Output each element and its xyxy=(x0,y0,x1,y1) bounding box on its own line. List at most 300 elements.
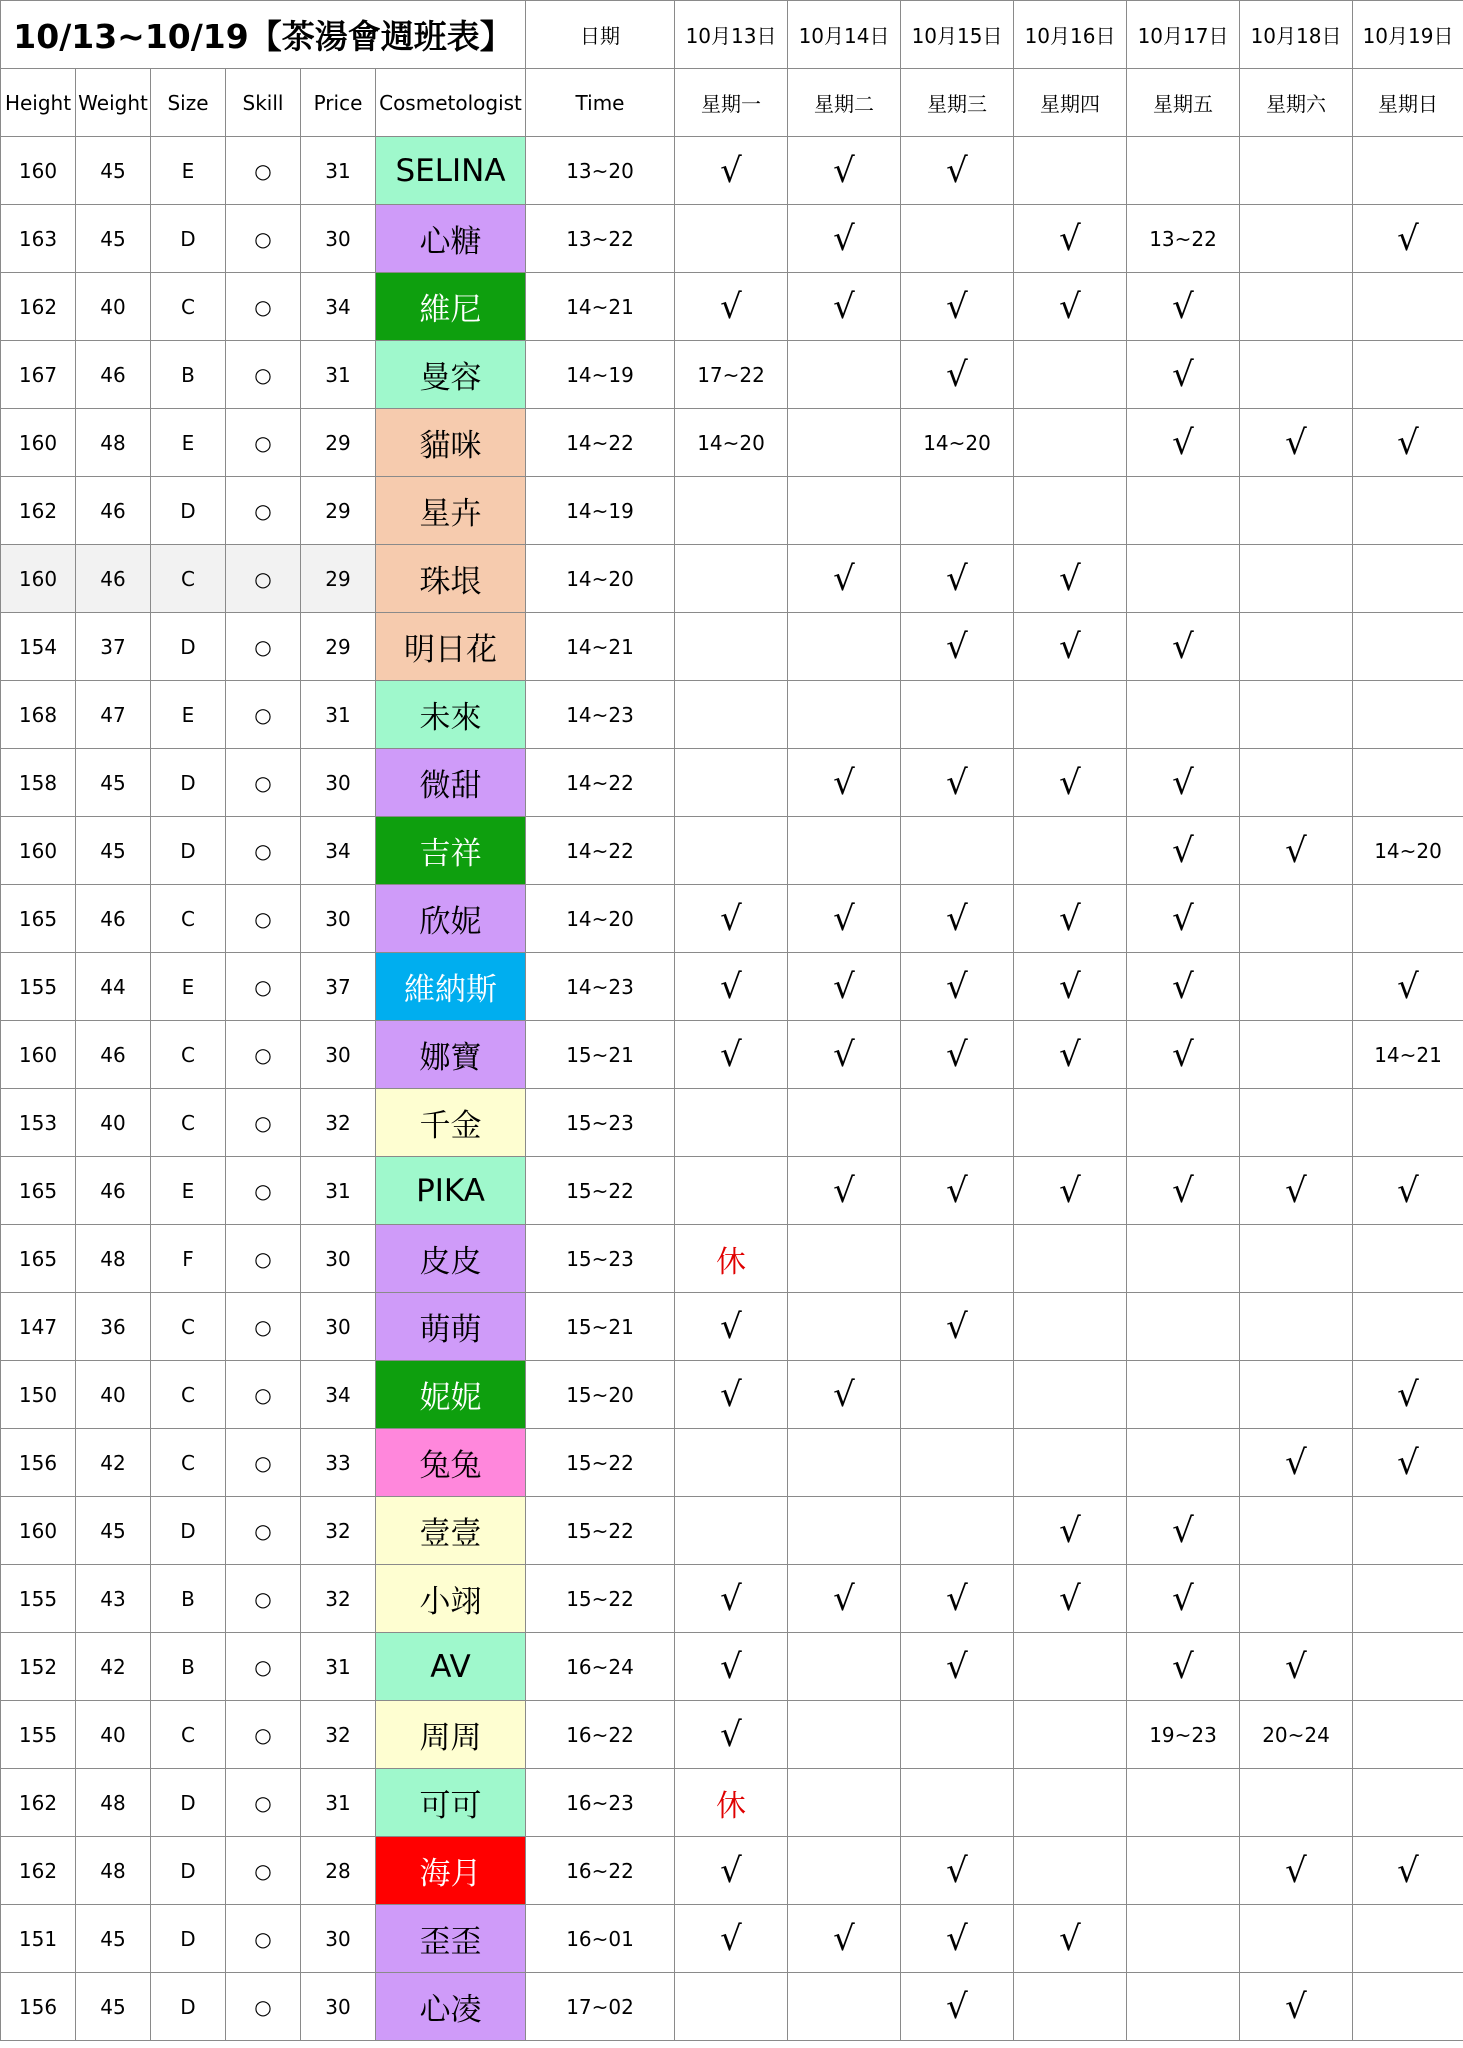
cosmetologist-name: 兔兔 xyxy=(376,1429,526,1497)
size-cell: E xyxy=(151,681,226,749)
day-cell xyxy=(1240,681,1353,749)
skill-cell: ○ xyxy=(226,749,301,817)
day-cell xyxy=(1127,477,1240,545)
day-hours: 14~20 xyxy=(675,409,788,477)
day-cell xyxy=(1014,1633,1127,1701)
day-cell xyxy=(675,545,788,613)
day-cell xyxy=(1014,341,1127,409)
day-check: √ xyxy=(1014,1021,1127,1089)
weight-cell: 36 xyxy=(76,1293,151,1361)
price-cell: 32 xyxy=(301,1565,376,1633)
day-cell xyxy=(1127,1361,1240,1429)
column-header-weight: Weight xyxy=(76,69,151,137)
day-cell xyxy=(788,681,901,749)
day-check: √ xyxy=(1353,1157,1463,1225)
day-check: √ xyxy=(675,1701,788,1769)
day-cell xyxy=(675,1157,788,1225)
weight-cell: 45 xyxy=(76,205,151,273)
weight-cell: 40 xyxy=(76,1361,151,1429)
price-cell: 32 xyxy=(301,1497,376,1565)
day-check: √ xyxy=(788,1361,901,1429)
cosmetologist-name: 海月 xyxy=(376,1837,526,1905)
day-cell xyxy=(788,1429,901,1497)
table-row xyxy=(1,1701,1463,1769)
skill-cell: ○ xyxy=(226,1429,301,1497)
time-cell: 15~21 xyxy=(526,1293,675,1361)
day-cell xyxy=(1240,477,1353,545)
day-check: √ xyxy=(901,613,1014,681)
day-cell xyxy=(1014,1837,1127,1905)
weight-cell: 46 xyxy=(76,341,151,409)
height-cell: 152 xyxy=(1,1633,76,1701)
day-cell xyxy=(1014,1293,1127,1361)
day-cell xyxy=(788,1089,901,1157)
height-cell: 156 xyxy=(1,1973,76,2041)
day-cell xyxy=(901,205,1014,273)
day-cell xyxy=(1127,137,1240,205)
day-cell xyxy=(1014,477,1127,545)
day-check: √ xyxy=(675,1361,788,1429)
size-cell: D xyxy=(151,1837,226,1905)
weight-cell: 45 xyxy=(76,749,151,817)
skill-cell: ○ xyxy=(226,1905,301,1973)
day-cell xyxy=(1353,885,1463,953)
column-header-cosmetologist: Cosmetologist xyxy=(376,69,526,137)
day-cell xyxy=(1240,1905,1353,1973)
time-cell: 14~20 xyxy=(526,545,675,613)
cosmetologist-name: 明日花 xyxy=(376,613,526,681)
day-check: √ xyxy=(1353,1429,1463,1497)
table-row xyxy=(1,205,1463,273)
size-cell: F xyxy=(151,1225,226,1293)
day-check: √ xyxy=(1240,817,1353,885)
table-row xyxy=(1,273,1463,341)
size-cell: D xyxy=(151,613,226,681)
weight-cell: 40 xyxy=(76,1701,151,1769)
title-row xyxy=(1,1,1463,69)
column-header-skill: Skill xyxy=(226,69,301,137)
height-cell: 163 xyxy=(1,205,76,273)
day-cell xyxy=(675,477,788,545)
weight-cell: 42 xyxy=(76,1633,151,1701)
price-cell: 29 xyxy=(301,477,376,545)
height-cell: 155 xyxy=(1,953,76,1021)
day-cell xyxy=(1353,613,1463,681)
day-check: √ xyxy=(675,1021,788,1089)
skill-cell: ○ xyxy=(226,613,301,681)
cosmetologist-name: 珠垠 xyxy=(376,545,526,613)
cosmetologist-name: 維納斯 xyxy=(376,953,526,1021)
day-cell xyxy=(1353,681,1463,749)
day-cell xyxy=(1240,1361,1353,1429)
size-cell: B xyxy=(151,341,226,409)
price-cell: 30 xyxy=(301,1905,376,1973)
table-row xyxy=(1,885,1463,953)
day-cell xyxy=(1014,1973,1127,2041)
time-cell: 16~23 xyxy=(526,1769,675,1837)
day-cell xyxy=(788,613,901,681)
price-cell: 34 xyxy=(301,817,376,885)
skill-cell: ○ xyxy=(226,1293,301,1361)
day-cell xyxy=(901,1225,1014,1293)
weight-cell: 45 xyxy=(76,1973,151,2041)
column-header-row xyxy=(1,69,1463,137)
day-cell xyxy=(1127,545,1240,613)
size-cell: E xyxy=(151,409,226,477)
size-cell: D xyxy=(151,1769,226,1837)
day-check: √ xyxy=(1353,953,1463,1021)
weekday-header: 星期六 xyxy=(1240,69,1353,137)
table-row xyxy=(1,1225,1463,1293)
day-check: √ xyxy=(1127,613,1240,681)
height-cell: 155 xyxy=(1,1701,76,1769)
schedule-title: 10/13~10/19【茶湯會週班表】 xyxy=(1,1,526,69)
size-cell: E xyxy=(151,137,226,205)
day-cell xyxy=(1240,749,1353,817)
day-cell xyxy=(1353,1293,1463,1361)
day-cell xyxy=(1014,1089,1127,1157)
day-cell xyxy=(675,205,788,273)
height-cell: 153 xyxy=(1,1089,76,1157)
height-cell: 160 xyxy=(1,409,76,477)
day-check: √ xyxy=(1127,1633,1240,1701)
cosmetologist-name: PIKA xyxy=(376,1157,526,1225)
day-cell xyxy=(1353,1633,1463,1701)
date-header: 10月15日 xyxy=(901,1,1014,69)
day-check: √ xyxy=(901,341,1014,409)
day-cell xyxy=(1127,1973,1240,2041)
price-cell: 29 xyxy=(301,545,376,613)
time-cell: 15~22 xyxy=(526,1565,675,1633)
day-cell xyxy=(675,1089,788,1157)
weight-cell: 46 xyxy=(76,1157,151,1225)
day-check: √ xyxy=(901,885,1014,953)
day-check: √ xyxy=(675,885,788,953)
weekday-header: 星期二 xyxy=(788,69,901,137)
day-cell xyxy=(901,477,1014,545)
day-cell xyxy=(788,1293,901,1361)
table-row xyxy=(1,1837,1463,1905)
day-cell xyxy=(1240,545,1353,613)
day-cell xyxy=(1014,1225,1127,1293)
table-row xyxy=(1,613,1463,681)
day-cell xyxy=(1014,409,1127,477)
day-check: √ xyxy=(901,1633,1014,1701)
time-cell: 15~22 xyxy=(526,1429,675,1497)
time-cell: 14~19 xyxy=(526,341,675,409)
price-cell: 33 xyxy=(301,1429,376,1497)
time-cell: 14~22 xyxy=(526,409,675,477)
cosmetologist-name: 未來 xyxy=(376,681,526,749)
day-cell xyxy=(901,1497,1014,1565)
day-check: √ xyxy=(675,1837,788,1905)
day-cell xyxy=(1240,1497,1353,1565)
day-check: √ xyxy=(1014,1157,1127,1225)
day-cell xyxy=(1353,1225,1463,1293)
day-cell xyxy=(788,1701,901,1769)
skill-cell: ○ xyxy=(226,1701,301,1769)
day-cell xyxy=(1127,681,1240,749)
column-header-time: Time xyxy=(526,69,675,137)
day-cell xyxy=(1014,1429,1127,1497)
day-check: √ xyxy=(901,1905,1014,1973)
day-check: √ xyxy=(675,1565,788,1633)
day-check: √ xyxy=(901,953,1014,1021)
price-cell: 34 xyxy=(301,273,376,341)
price-cell: 31 xyxy=(301,681,376,749)
day-check: √ xyxy=(901,273,1014,341)
day-cell xyxy=(788,477,901,545)
skill-cell: ○ xyxy=(226,1633,301,1701)
price-cell: 31 xyxy=(301,341,376,409)
size-cell: C xyxy=(151,545,226,613)
size-cell: D xyxy=(151,1497,226,1565)
price-cell: 30 xyxy=(301,1293,376,1361)
day-cell xyxy=(1240,1225,1353,1293)
day-cell xyxy=(675,613,788,681)
size-cell: D xyxy=(151,1905,226,1973)
day-cell xyxy=(1240,885,1353,953)
size-cell: C xyxy=(151,1361,226,1429)
day-check: √ xyxy=(1240,1837,1353,1905)
time-cell: 14~23 xyxy=(526,681,675,749)
time-cell: 15~20 xyxy=(526,1361,675,1429)
cosmetologist-name: 心糖 xyxy=(376,205,526,273)
day-check: √ xyxy=(1240,1633,1353,1701)
day-cell xyxy=(675,817,788,885)
cosmetologist-name: 壹壹 xyxy=(376,1497,526,1565)
day-cell xyxy=(901,1701,1014,1769)
size-cell: C xyxy=(151,1293,226,1361)
day-cell xyxy=(1240,273,1353,341)
day-cell xyxy=(1240,341,1353,409)
day-check: √ xyxy=(788,205,901,273)
height-cell: 147 xyxy=(1,1293,76,1361)
day-check: √ xyxy=(788,137,901,205)
day-cell xyxy=(1240,137,1353,205)
weight-cell: 48 xyxy=(76,1769,151,1837)
day-hours: 14~20 xyxy=(1353,817,1463,885)
table-row xyxy=(1,1973,1463,2041)
table-row xyxy=(1,1361,1463,1429)
cosmetologist-name: 星卉 xyxy=(376,477,526,545)
day-check: √ xyxy=(901,1973,1014,2041)
size-cell: C xyxy=(151,1701,226,1769)
height-cell: 165 xyxy=(1,1225,76,1293)
day-cell xyxy=(1353,137,1463,205)
day-check: √ xyxy=(1240,1429,1353,1497)
height-cell: 160 xyxy=(1,1021,76,1089)
cosmetologist-name: 娜寶 xyxy=(376,1021,526,1089)
weight-cell: 47 xyxy=(76,681,151,749)
day-check: √ xyxy=(1014,1905,1127,1973)
day-check: √ xyxy=(675,1905,788,1973)
time-cell: 14~19 xyxy=(526,477,675,545)
table-row xyxy=(1,137,1463,205)
size-cell: B xyxy=(151,1565,226,1633)
day-check: √ xyxy=(1353,1837,1463,1905)
size-cell: E xyxy=(151,1157,226,1225)
weight-cell: 37 xyxy=(76,613,151,681)
day-check: √ xyxy=(1127,341,1240,409)
day-hours: 19~23 xyxy=(1127,1701,1240,1769)
day-cell xyxy=(1353,1565,1463,1633)
day-cell xyxy=(1014,681,1127,749)
day-check: √ xyxy=(901,1293,1014,1361)
size-cell: D xyxy=(151,1973,226,2041)
day-check: √ xyxy=(1353,409,1463,477)
cosmetologist-name: 千金 xyxy=(376,1089,526,1157)
day-cell xyxy=(1014,1701,1127,1769)
day-cell xyxy=(1127,1293,1240,1361)
price-cell: 28 xyxy=(301,1837,376,1905)
day-check: √ xyxy=(675,1293,788,1361)
day-cell xyxy=(1240,1293,1353,1361)
day-check: √ xyxy=(1127,273,1240,341)
table-row xyxy=(1,341,1463,409)
skill-cell: ○ xyxy=(226,1361,301,1429)
cosmetologist-name: 皮皮 xyxy=(376,1225,526,1293)
date-header: 10月19日 xyxy=(1353,1,1463,69)
day-check: √ xyxy=(1127,817,1240,885)
day-cell xyxy=(1127,1089,1240,1157)
day-check: √ xyxy=(1127,409,1240,477)
weekday-header: 星期一 xyxy=(675,69,788,137)
price-cell: 30 xyxy=(301,1021,376,1089)
size-cell: E xyxy=(151,953,226,1021)
column-header-height: Height xyxy=(1,69,76,137)
day-cell xyxy=(901,1769,1014,1837)
day-check: √ xyxy=(1127,953,1240,1021)
skill-cell: ○ xyxy=(226,1021,301,1089)
skill-cell: ○ xyxy=(226,681,301,749)
price-cell: 30 xyxy=(301,1973,376,2041)
day-cell xyxy=(675,749,788,817)
day-cell xyxy=(1353,477,1463,545)
day-check: √ xyxy=(1014,1497,1127,1565)
day-check: √ xyxy=(901,749,1014,817)
day-check: √ xyxy=(1127,1497,1240,1565)
weight-cell: 46 xyxy=(76,885,151,953)
price-cell: 34 xyxy=(301,1361,376,1429)
day-check: √ xyxy=(1014,885,1127,953)
skill-cell: ○ xyxy=(226,817,301,885)
day-cell xyxy=(1240,953,1353,1021)
day-check: √ xyxy=(1014,953,1127,1021)
day-cell xyxy=(788,817,901,885)
time-cell: 14~23 xyxy=(526,953,675,1021)
skill-cell: ○ xyxy=(226,1157,301,1225)
weight-cell: 45 xyxy=(76,817,151,885)
table-row xyxy=(1,477,1463,545)
time-cell: 14~22 xyxy=(526,749,675,817)
day-check: √ xyxy=(1353,1361,1463,1429)
day-cell xyxy=(901,1089,1014,1157)
schedule-body xyxy=(1,137,1463,2041)
day-cell xyxy=(788,1769,901,1837)
day-cell xyxy=(1127,1905,1240,1973)
weight-cell: 48 xyxy=(76,1225,151,1293)
height-cell: 156 xyxy=(1,1429,76,1497)
date-header: 10月14日 xyxy=(788,1,901,69)
day-check: √ xyxy=(788,273,901,341)
day-check: √ xyxy=(1014,545,1127,613)
cosmetologist-name: 周周 xyxy=(376,1701,526,1769)
price-cell: 29 xyxy=(301,613,376,681)
height-cell: 160 xyxy=(1,817,76,885)
time-cell: 13~20 xyxy=(526,137,675,205)
skill-cell: ○ xyxy=(226,1225,301,1293)
day-check: √ xyxy=(675,953,788,1021)
day-check: √ xyxy=(788,1565,901,1633)
day-check: √ xyxy=(1240,1157,1353,1225)
day-check: √ xyxy=(901,545,1014,613)
date-header: 10月16日 xyxy=(1014,1,1127,69)
skill-cell: ○ xyxy=(226,1089,301,1157)
time-cell: 15~22 xyxy=(526,1497,675,1565)
time-cell: 17~02 xyxy=(526,1973,675,2041)
size-cell: C xyxy=(151,1021,226,1089)
height-cell: 162 xyxy=(1,1769,76,1837)
skill-cell: ○ xyxy=(226,885,301,953)
size-cell: C xyxy=(151,1089,226,1157)
time-cell: 14~21 xyxy=(526,613,675,681)
day-hours: 17~22 xyxy=(675,341,788,409)
time-cell: 13~22 xyxy=(526,205,675,273)
cosmetologist-name: 微甜 xyxy=(376,749,526,817)
day-check: √ xyxy=(1127,749,1240,817)
weight-cell: 46 xyxy=(76,477,151,545)
day-off: 休 xyxy=(675,1769,788,1837)
table-row xyxy=(1,1293,1463,1361)
day-hours: 14~20 xyxy=(901,409,1014,477)
table-row xyxy=(1,1021,1463,1089)
table-row xyxy=(1,681,1463,749)
time-cell: 15~23 xyxy=(526,1225,675,1293)
price-cell: 30 xyxy=(301,205,376,273)
height-cell: 165 xyxy=(1,1157,76,1225)
size-cell: B xyxy=(151,1633,226,1701)
weight-cell: 44 xyxy=(76,953,151,1021)
height-cell: 158 xyxy=(1,749,76,817)
date-header: 10月17日 xyxy=(1127,1,1240,69)
day-check: √ xyxy=(1014,1565,1127,1633)
skill-cell: ○ xyxy=(226,273,301,341)
cosmetologist-name: 小翊 xyxy=(376,1565,526,1633)
table-row xyxy=(1,545,1463,613)
time-cell: 15~23 xyxy=(526,1089,675,1157)
day-cell xyxy=(788,409,901,477)
cosmetologist-name: 曼容 xyxy=(376,341,526,409)
height-cell: 150 xyxy=(1,1361,76,1429)
weight-cell: 45 xyxy=(76,1497,151,1565)
day-cell xyxy=(901,1429,1014,1497)
size-cell: D xyxy=(151,477,226,545)
day-check: √ xyxy=(1127,1021,1240,1089)
day-cell xyxy=(1353,1089,1463,1157)
skill-cell: ○ xyxy=(226,341,301,409)
price-cell: 30 xyxy=(301,1225,376,1293)
price-cell: 31 xyxy=(301,1157,376,1225)
skill-cell: ○ xyxy=(226,1565,301,1633)
cosmetologist-name: 可可 xyxy=(376,1769,526,1837)
column-header-price: Price xyxy=(301,69,376,137)
price-cell: 31 xyxy=(301,137,376,205)
weight-cell: 40 xyxy=(76,273,151,341)
day-cell xyxy=(1353,273,1463,341)
weight-cell: 46 xyxy=(76,545,151,613)
height-cell: 154 xyxy=(1,613,76,681)
